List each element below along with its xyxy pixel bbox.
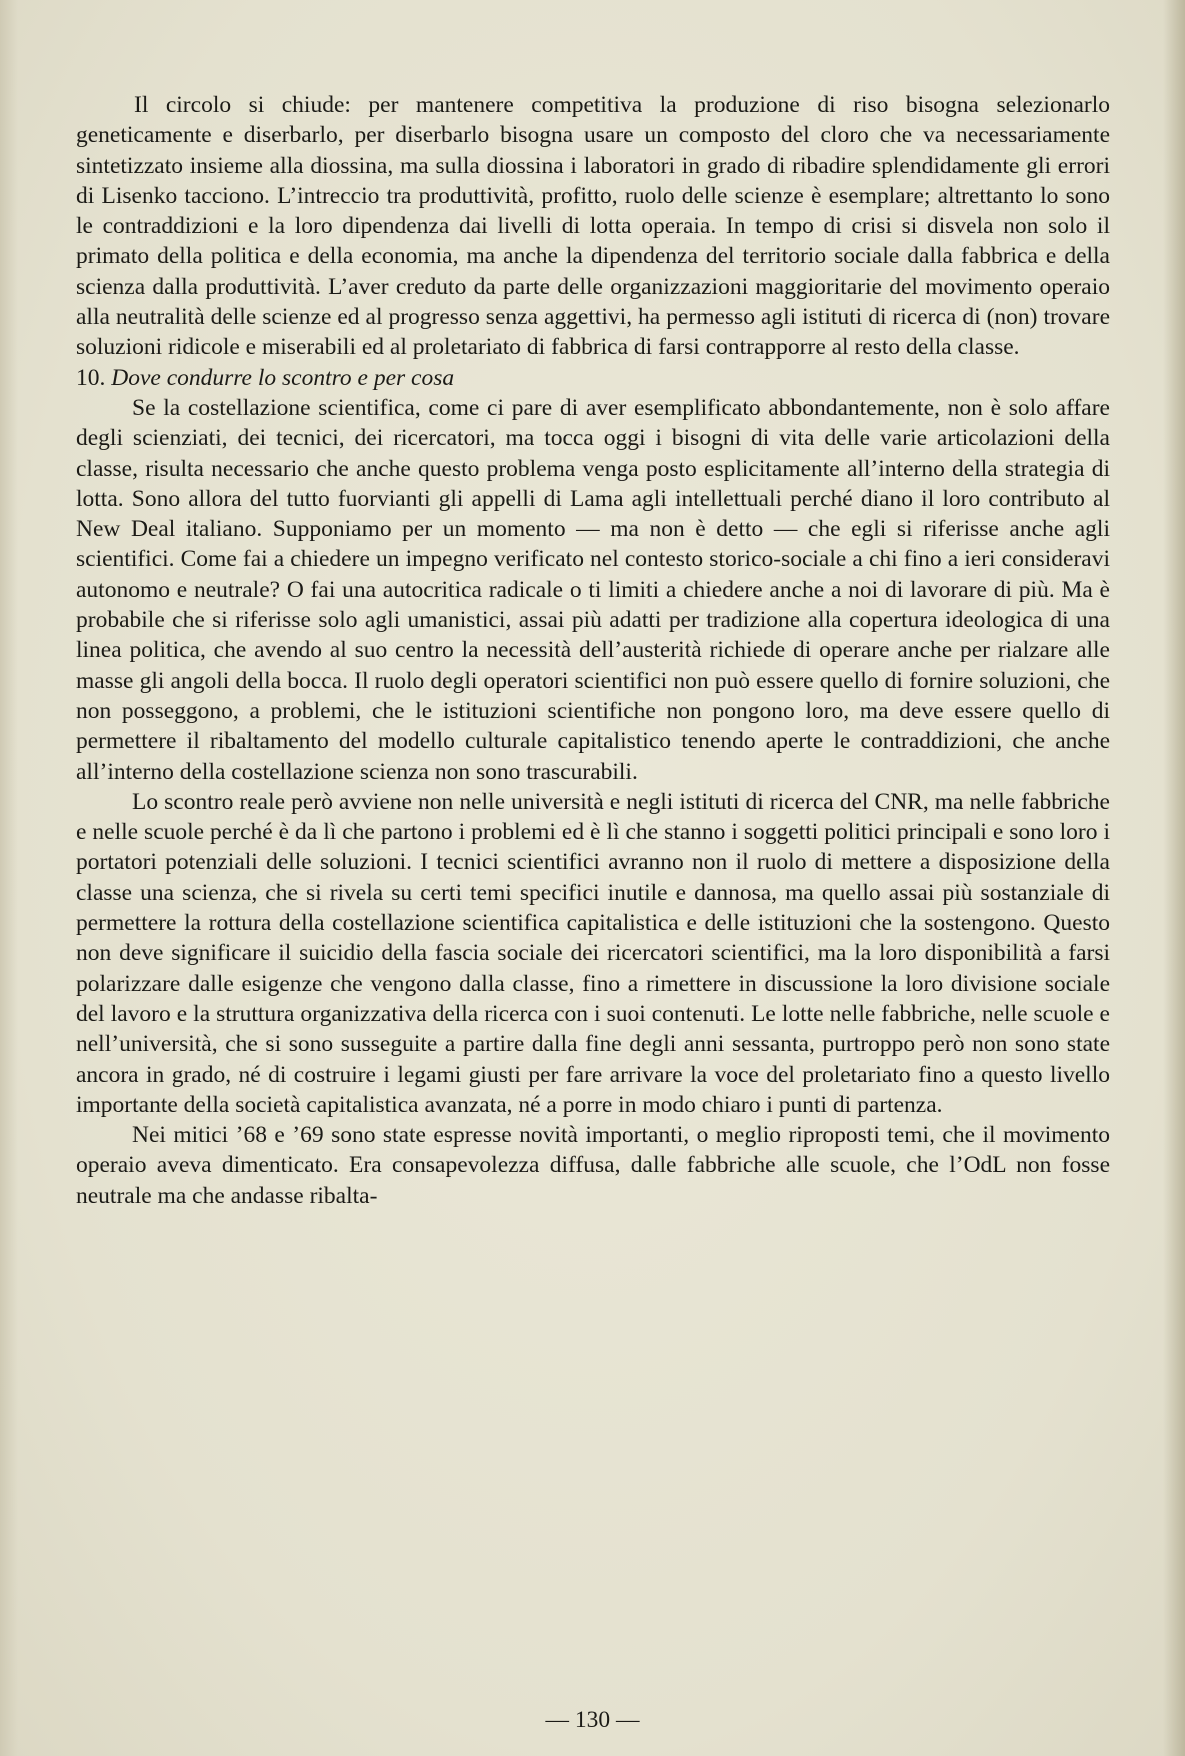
body-text xyxy=(76,90,1110,1211)
page-number: — 130 — xyxy=(545,1707,640,1733)
paragraph: Nei mitici ’68 e ’69 sono state espresse novità importanti, o meglio riproposti temi, che il movimento operaio aveva dimenticato. Era consapevolezza diffusa, dalle fabbriche alle scuole, che l’OdL non fosse neutrale ma che andasse ribalta- xyxy=(76,1122,1110,1209)
paragraph: Lo scontro reale però avviene non nelle università e negli istituti di ricerca del CNR, ma nelle fabbriche e nelle scuole perché è da lì che partono i problemi ed è lì che stanno i soggetti politici principali e sono loro i portatori potenziali delle soluzioni. I tecnici scientifici avranno non il ruolo di mettere a disposizione della classe una scienza, che si rivela su certi temi specifici inutile e dannosa, ma quello assai più sostanziale di permettere la rottura della costellazione scientifica capitalistica e delle istituzioni che la sostengono. Questo non deve significare il suicidio della fascia sociale dei ricercatori scientifici, ma la loro disponibilità a farsi polarizzare dalle esigenze che vengono dalla classe, fino a rimettere in discussione la loro divisione sociale del lavoro e la struttura organizzativa della ricerca con i suoi contenuti. Le lotte nelle fabbriche, nelle scuole e nell’università, che si sono susseguite a partire dalla fine degli anni sessanta, purtroppo però non sono state ancora in grado, né di costruire i legami giusti per fare arrivare la voce del proletariato fino a questo livello importante della società capitalistica avanzata, né a porre in modo chiaro i punti di partenza. xyxy=(76,788,1110,1118)
section-title: Dove condurre lo scontro e per cosa xyxy=(111,364,455,391)
paragraph-intro: Il circolo si chiude: per mantenere competitiva la produzione di riso bisogna selezionarlo geneticamente e diserbarlo, per diserbarlo bisogna usare un composto del cloro che va necessariamente sintetizzato insieme alla diossina, ma sulla diossina i laboratori in grado di ribadire splendidamente gli errori di Lisenko tacciono. L’intreccio tra produttività, profitto, ruolo delle scienze è esemplare; altrettanto lo sono le contraddizioni e la loro dipendenza dai livelli di lotta operaia. In tempo di crisi si disvela non solo il primato della politica e della economia, ma anche la dipendenza del territorio sociale dalla fabbrica e della scienza dalla produttività. L’aver creduto da parte delle organizzazioni maggioritarie del movimento operaio alla neutralità delle scienze ed al progresso senza aggettivi, ha permesso agli istituti di ricerca di (non) trovare soluzioni ridicole e miserabili ed al proletariato di fabbrica di farsi contrapporre al resto della classe. xyxy=(76,92,1110,361)
section-heading xyxy=(76,363,1110,393)
paragraph: Se la costellazione scientifica, come ci pare di aver esemplificato abbondantemente, non è solo affare degli scienziati, dei tecnici, dei ricercatori, ma tocca oggi i bisogni di vita delle varie articolazioni della classe, risulta necessario che anche questo problema venga posto esplicitamente all’interno della strategia di lotta. Sono allora del tutto fuorvianti gli appelli di Lama agli intellettuali perché diano il loro contributo al New Deal italiano. Supponiamo per un momento — ma non è detto — che egli si riferisse anche agli scientifici. Come fai a chiedere un impegno verificato nel contesto storico-sociale a chi fino a ieri consideravi autonomo e neutrale? O fai una autocritica radicale o ti limiti a chiedere anche a noi di lavorare di più. Ma è probabile che si riferisse solo agli umanistici, assai più adatti per tradizione alla copertura ideologica di una linea politica, che avendo al suo centro la necessità dell’austerità richiede di operare anche per rialzare alle masse gli angoli della bocca. Il ruolo degli operatori scientifici non può essere quello di fornire soluzioni, che non posseggono, a problemi, che le istituzioni scientifiche non pongono loro, ma deve essere quello di permettere il ribaltamento del modello culturale capitalistico tenendo aperte le contraddizioni, che anche all’interno della costellazione scienza non sono trascurabili. xyxy=(76,394,1110,785)
section-number: 10. xyxy=(76,364,106,391)
page-left-edge-shadow xyxy=(0,0,18,1756)
page-right-edge-shadow xyxy=(1163,0,1185,1756)
